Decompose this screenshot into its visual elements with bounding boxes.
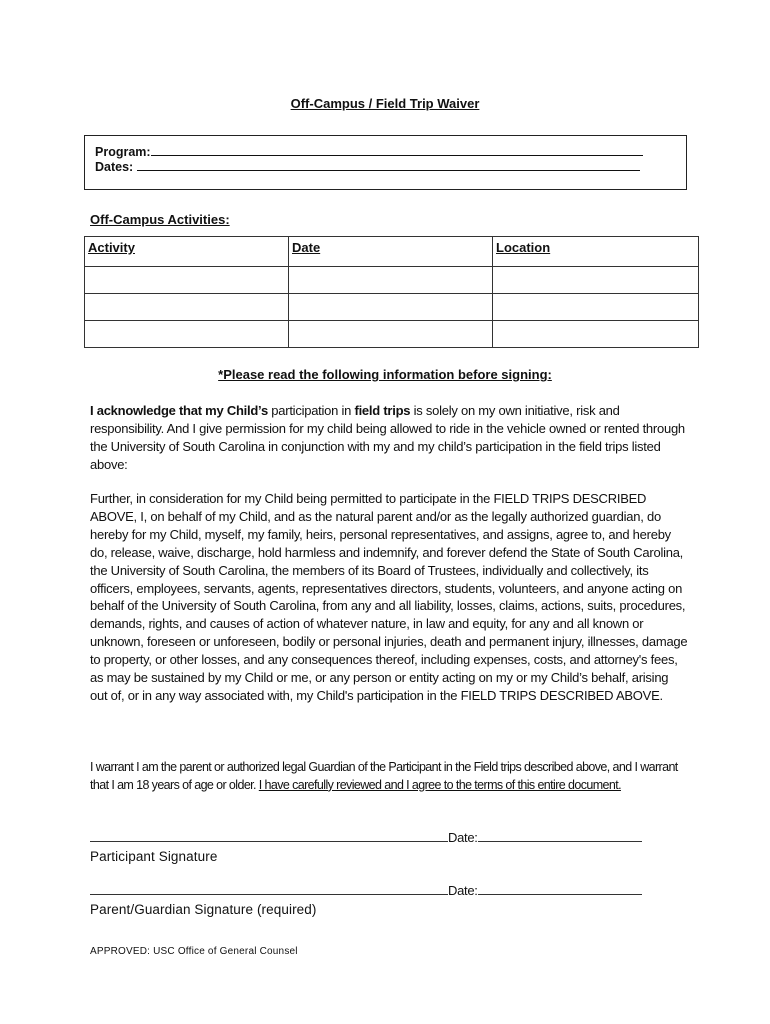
approval-footer: APPROVED: USC Office of General Counsel: [90, 946, 298, 957]
guardian-date-label: Date:: [448, 883, 478, 898]
dates-label: Dates:: [95, 160, 134, 174]
location-cell[interactable]: [493, 321, 699, 348]
location-cell[interactable]: [493, 267, 699, 294]
column-header-date: Date: [289, 237, 493, 267]
program-field[interactable]: [151, 145, 643, 156]
activity-cell[interactable]: [85, 321, 289, 348]
column-header-location: Location: [493, 237, 699, 267]
acknowledge-field-trips: field trips: [354, 403, 411, 418]
table-row: [85, 294, 699, 321]
program-row: [95, 145, 643, 159]
acknowledge-text-2: is solely on my own initiative, risk and responsibility. And I give permission for my child being allowed to ride in the vehicle owned or rented through the University of South Carolina in conjunction with my and my child’s participation in the field trips listed above:: [90, 403, 685, 472]
participant-date-label: Date:: [448, 830, 478, 845]
location-cell[interactable]: [493, 294, 699, 321]
warrant-agreement: I have carefully reviewed and I agree to the terms of this entire document.: [258, 777, 621, 792]
release-paragraph: Further, in consideration for my Child being permitted to participate in the FIELD TRIPS DESCRIBED ABOVE, I, on behalf of my Child, and as the natural parent and/or as the legally authorized guardian, do hereby for my Child, myself, my family, heirs, personal representatives, and assigns, agree to, and hereby do, release, waive, discharge, hold harmless and indemnify, and forever defend the State of South Carolina, the University of South Carolina, the members of its Board of Trustees, individually and collectively, its officers, employees, servants, agents, representatives directors, students, volunteers, and anyone acting on behalf of the University of South Carolina, from any and all liability, losses, claims, actions, suits, procedures, demands, rights, and causes of action of whatever nature, in law and equity, for any and all known or unknown, foreseen or unforeseen, bodily or personal injuries, death and permanent injury, illnesses, damage to property, or other losses, and any consequences thereof, including expenses, costs, and attorney's fees, as may be sustained by my Child or me, or any person or entity acting on my or my Child’s behalf, arising out of, or in any way associated with, my Child's participation in the FIELD TRIPS DESCRIBED ABOVE.: [90, 491, 688, 703]
date-cell[interactable]: [289, 321, 493, 348]
date-cell[interactable]: [289, 294, 493, 321]
acknowledge-paragraph: [90, 402, 688, 474]
guardian-signature-label: Parent/Guardian Signature (required): [90, 902, 317, 917]
date-cell[interactable]: [289, 267, 493, 294]
activity-cell[interactable]: [85, 267, 289, 294]
dates-field[interactable]: [137, 160, 640, 171]
table-row: [85, 267, 699, 294]
activity-cell[interactable]: [85, 294, 289, 321]
guardian-signature-row: [90, 883, 690, 898]
guardian-signature-line[interactable]: [90, 883, 448, 895]
document-title: Off-Campus / Field Trip Waiver: [290, 96, 480, 111]
participant-signature-line[interactable]: [90, 830, 448, 842]
table-row: [85, 321, 699, 348]
table-header-row: [85, 237, 699, 267]
participant-signature-row: [90, 830, 690, 845]
activities-heading: Off-Campus Activities:: [90, 212, 230, 227]
column-header-activity: Activity: [85, 237, 289, 267]
acknowledge-text-1: participation in: [267, 403, 355, 418]
signing-notice: *Please read the following information before signing:: [218, 367, 552, 382]
warrant-text: I warrant I am the parent or authorized legal Guardian of the Participant in the Field trips described above, and I warrant that I am 18 years of age or older.: [90, 760, 678, 792]
program-label: Program:: [95, 145, 151, 159]
participant-signature-label: Participant Signature: [90, 849, 218, 864]
program-dates-box: [84, 135, 687, 190]
warrant-paragraph: [90, 759, 688, 794]
participant-date-line[interactable]: [478, 830, 642, 842]
activities-table: [84, 236, 699, 348]
acknowledge-lead: I acknowledge that my Child’s: [90, 403, 268, 418]
guardian-date-line[interactable]: [478, 883, 642, 895]
dates-row: [95, 160, 640, 174]
